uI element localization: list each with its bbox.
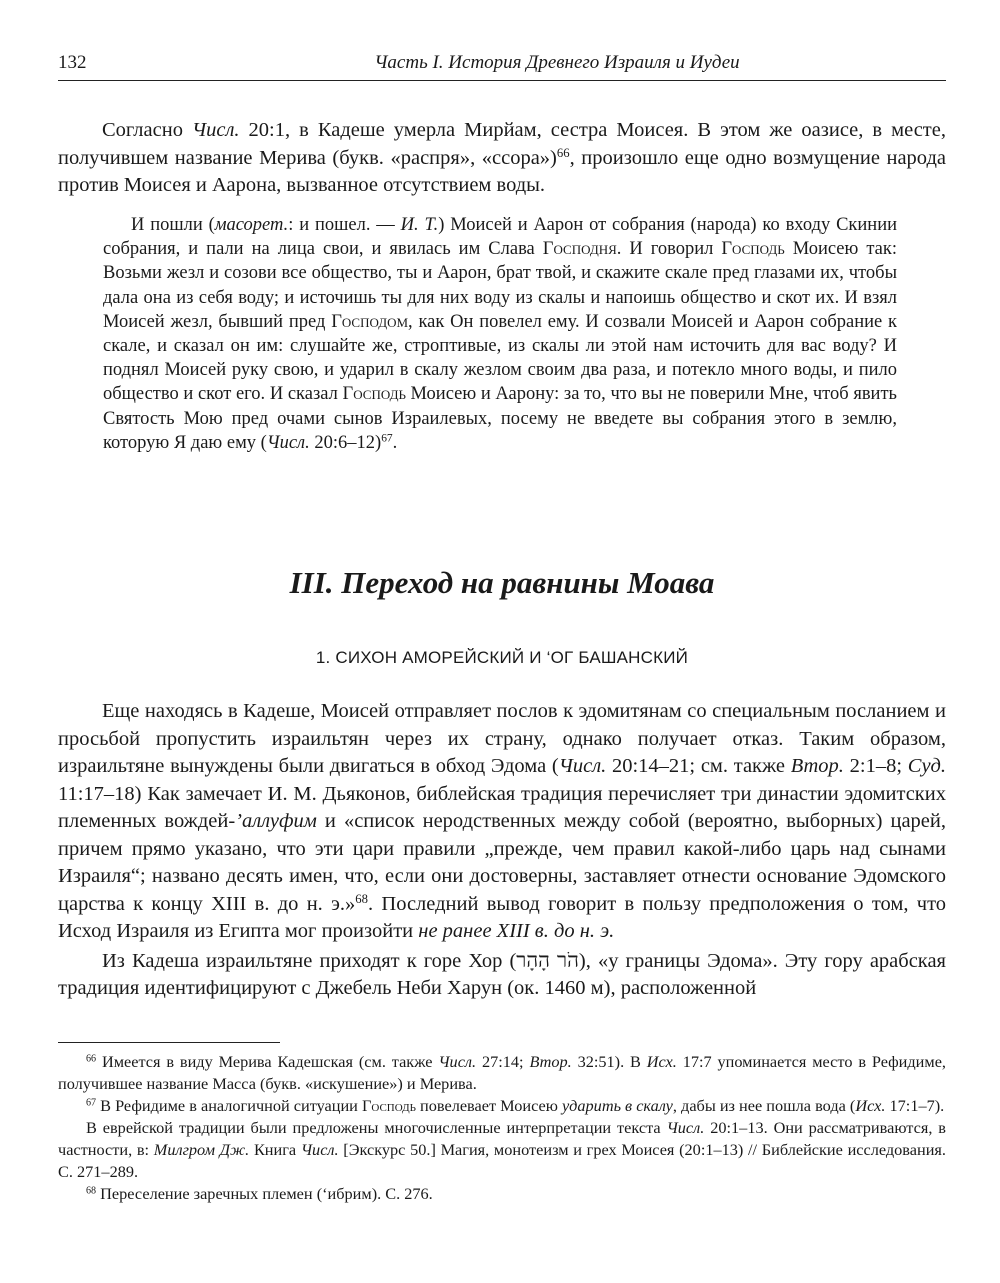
citation: Втор. — [790, 755, 844, 777]
text-run: повелевает Моисею — [415, 1096, 562, 1115]
text-run: . Последний вывод говорит в пользу предположения о том, что Исход Израиля из Египта мог произойти — [58, 892, 947, 942]
text-run-italic: не ранее XIII в. до н. э. — [418, 920, 615, 942]
text-run: 20:14–21; см. также — [606, 755, 791, 777]
text-run-italic: ударить в скалу — [561, 1096, 673, 1115]
text-run: , дабы из нее пошла вода ( — [672, 1096, 856, 1115]
footnote-67 — [58, 1095, 946, 1117]
footnote-ref-68[interactable]: 68 — [355, 891, 368, 906]
text-run: 20:1, в Кадеше умерла Мирйам, сестра Моисея. В этом же оазисе, в месте, получившем название Мерива (букв. «распря», «ссора») — [58, 119, 946, 169]
main-text-block — [58, 698, 946, 1003]
intro-paragraph-block — [58, 117, 946, 200]
text-run: , как Он повелел ему. И созвали Моисей и Аарон собрание к скале, и сказал он им: слушайте же, строптивые, из скалы ли этой нам источить для вас воду? И поднял Моисей руку свою, и ударил в скалу жезлом своим два раза, и потекло много воды, и пило общество и скот его. И сказал — [103, 311, 897, 405]
text-run: Переселение заречных племен (‘ибрим). С. 276. — [96, 1184, 433, 1203]
hebrew-text: הֹר הָהָר — [516, 949, 579, 972]
citation: Числ. — [191, 119, 240, 141]
citation: Числ. — [558, 755, 607, 777]
text-run: ), «у границы Эдома». Эту гору арабская традиция идентифицируют с Джебель Неби Харун (ок. 1460 м), расположенной — [58, 949, 946, 999]
citation: Суд. — [907, 755, 946, 777]
text-run: Имеется в виду Мерива Кадешская (см. также — [96, 1052, 439, 1071]
text-run: : и пошел. — — [288, 215, 401, 235]
body-paragraph — [58, 948, 946, 1003]
footnotes — [58, 1051, 946, 1205]
text-run-italic: масорет. — [214, 215, 289, 235]
text-run: И пошли ( — [131, 215, 215, 235]
footnote-ref-66[interactable]: 66 — [556, 145, 570, 160]
section-title: III. Переход на равнины Моава — [289, 565, 715, 600]
citation: Числ. — [666, 1118, 705, 1137]
text-run: , произошло еще одно возмущение народа против Моисея и Аарона, вызванное отсутствием воды. — [58, 146, 946, 196]
footnote-number: 68 — [86, 1185, 97, 1197]
intro-paragraph — [58, 117, 946, 200]
author-name: Милгром Дж. — [153, 1140, 250, 1159]
citation: Числ. — [266, 432, 310, 453]
footnote-ref-67[interactable]: 67 — [381, 432, 393, 445]
page-number: 132 — [58, 52, 87, 73]
divine-name: Господь — [342, 384, 406, 405]
footnote-number: 67 — [86, 1097, 97, 1109]
divine-name: Господь — [361, 1096, 416, 1115]
text-run-italic: И. Т. — [400, 215, 439, 235]
divine-name: Господом — [331, 311, 409, 332]
citation: Втор. — [529, 1052, 572, 1071]
footnote-number: 66 — [86, 1053, 97, 1065]
text-run: 32:51). В — [571, 1052, 647, 1071]
text-run: 20:1–13. Они рассматриваются, в частности, в: — [58, 1118, 946, 1159]
footnote-68 — [58, 1183, 946, 1205]
text-run: [Экскурс 50.] Магия, монотеизм и грех Моисея (20:1–13) // Библейские исследования. С. 271–289. — [58, 1140, 946, 1181]
text-run: ) Моисей и Аарон от собрания (народа) ко входу Скинии собрания, и пали на лица свои, и явилась им Слава — [103, 215, 898, 260]
scripture-quote — [103, 213, 897, 455]
text-run: Из Кадеша израильтяне приходят к горе Хор ( — [102, 949, 517, 972]
citation: Числ. — [438, 1052, 477, 1071]
text-run: В еврейской традиции были предложены многочисленные интерпретации текста — [86, 1118, 667, 1137]
text-run: 27:14; — [476, 1052, 530, 1071]
text-run: 17:7 упоминается место в Рефидиме, получившее название Масса (букв. «искушение») и Мерива. — [58, 1052, 946, 1093]
footnote-66 — [58, 1051, 946, 1095]
text-run: 20:6–12) — [309, 432, 382, 453]
text-run: Согласно — [102, 119, 192, 141]
subsection-title: 1. СИХОН АМОРЕЙСКИЙ И ‘ОГ БАШАНСКИЙ — [315, 648, 689, 667]
page-header — [58, 52, 946, 81]
text-run: В Рефидиме в аналогичной ситуации — [96, 1096, 362, 1115]
text-run: 11:17–18) Как замечает И. М. Дьяконов, библейская традиция перечисляет три династии эдомитских племенных вождей- — [58, 782, 946, 832]
quote-paragraph — [103, 213, 897, 455]
text-run-italic: ’аллуфим — [235, 810, 317, 832]
text-run: Книга — [249, 1140, 301, 1159]
divine-name: Господня — [542, 239, 617, 260]
citation: Исх. — [646, 1052, 677, 1071]
text-run: Моисею так: Возьми жезл и созови все общество, ты и Аарон, брат твой, и скажите скале пред глазами их, чтобы дала она из себя воду; и источишь ты для них воду из скалы и напоишь общество и скот их. И взял Моисей жезл, бывший пред — [103, 239, 897, 332]
text-run: Еще находясь в Кадеше, Моисей отправляет послов к эдомитянам со специальным посланием и просьбой пропустить израильтян через их страну, однако получает отказ. Таким образом, израильтяне вынуждены были двигаться в обход Эдома ( — [58, 700, 946, 777]
text-run: . И говорил — [616, 239, 722, 260]
text-run: и «список неродственных между собой (вероятно, выборных) царей, причем прямо указано, что эти цари правили „прежде, чем правил какой-либо царь над сынами Израиля“; названо десять имен, что, если они достоверны, заставляет отнести основание Эдомского царства к концу XIII в. до н. э.» — [58, 810, 946, 915]
text-run: 17:1–7). — [885, 1096, 945, 1115]
footnote-divider — [58, 1042, 280, 1043]
citation: Числ. — [300, 1140, 339, 1159]
text-run: 2:1–8; — [843, 755, 908, 777]
body-paragraph — [58, 698, 946, 946]
text-run: Моисею и Аарону: за то, что вы не поверили Мне, чтоб явить Святость Мою пред очами сынов Израилевых, посему не введете вы собрания этого в землю, которую Я даю ему ( — [103, 384, 897, 453]
text-run: . — [392, 432, 398, 453]
citation: Исх. — [855, 1096, 886, 1115]
footnote-67-continued — [58, 1117, 946, 1183]
running-title: Часть I. История Древнего Израиля и Иудеи — [374, 52, 740, 73]
divine-name: Господь — [721, 239, 785, 260]
